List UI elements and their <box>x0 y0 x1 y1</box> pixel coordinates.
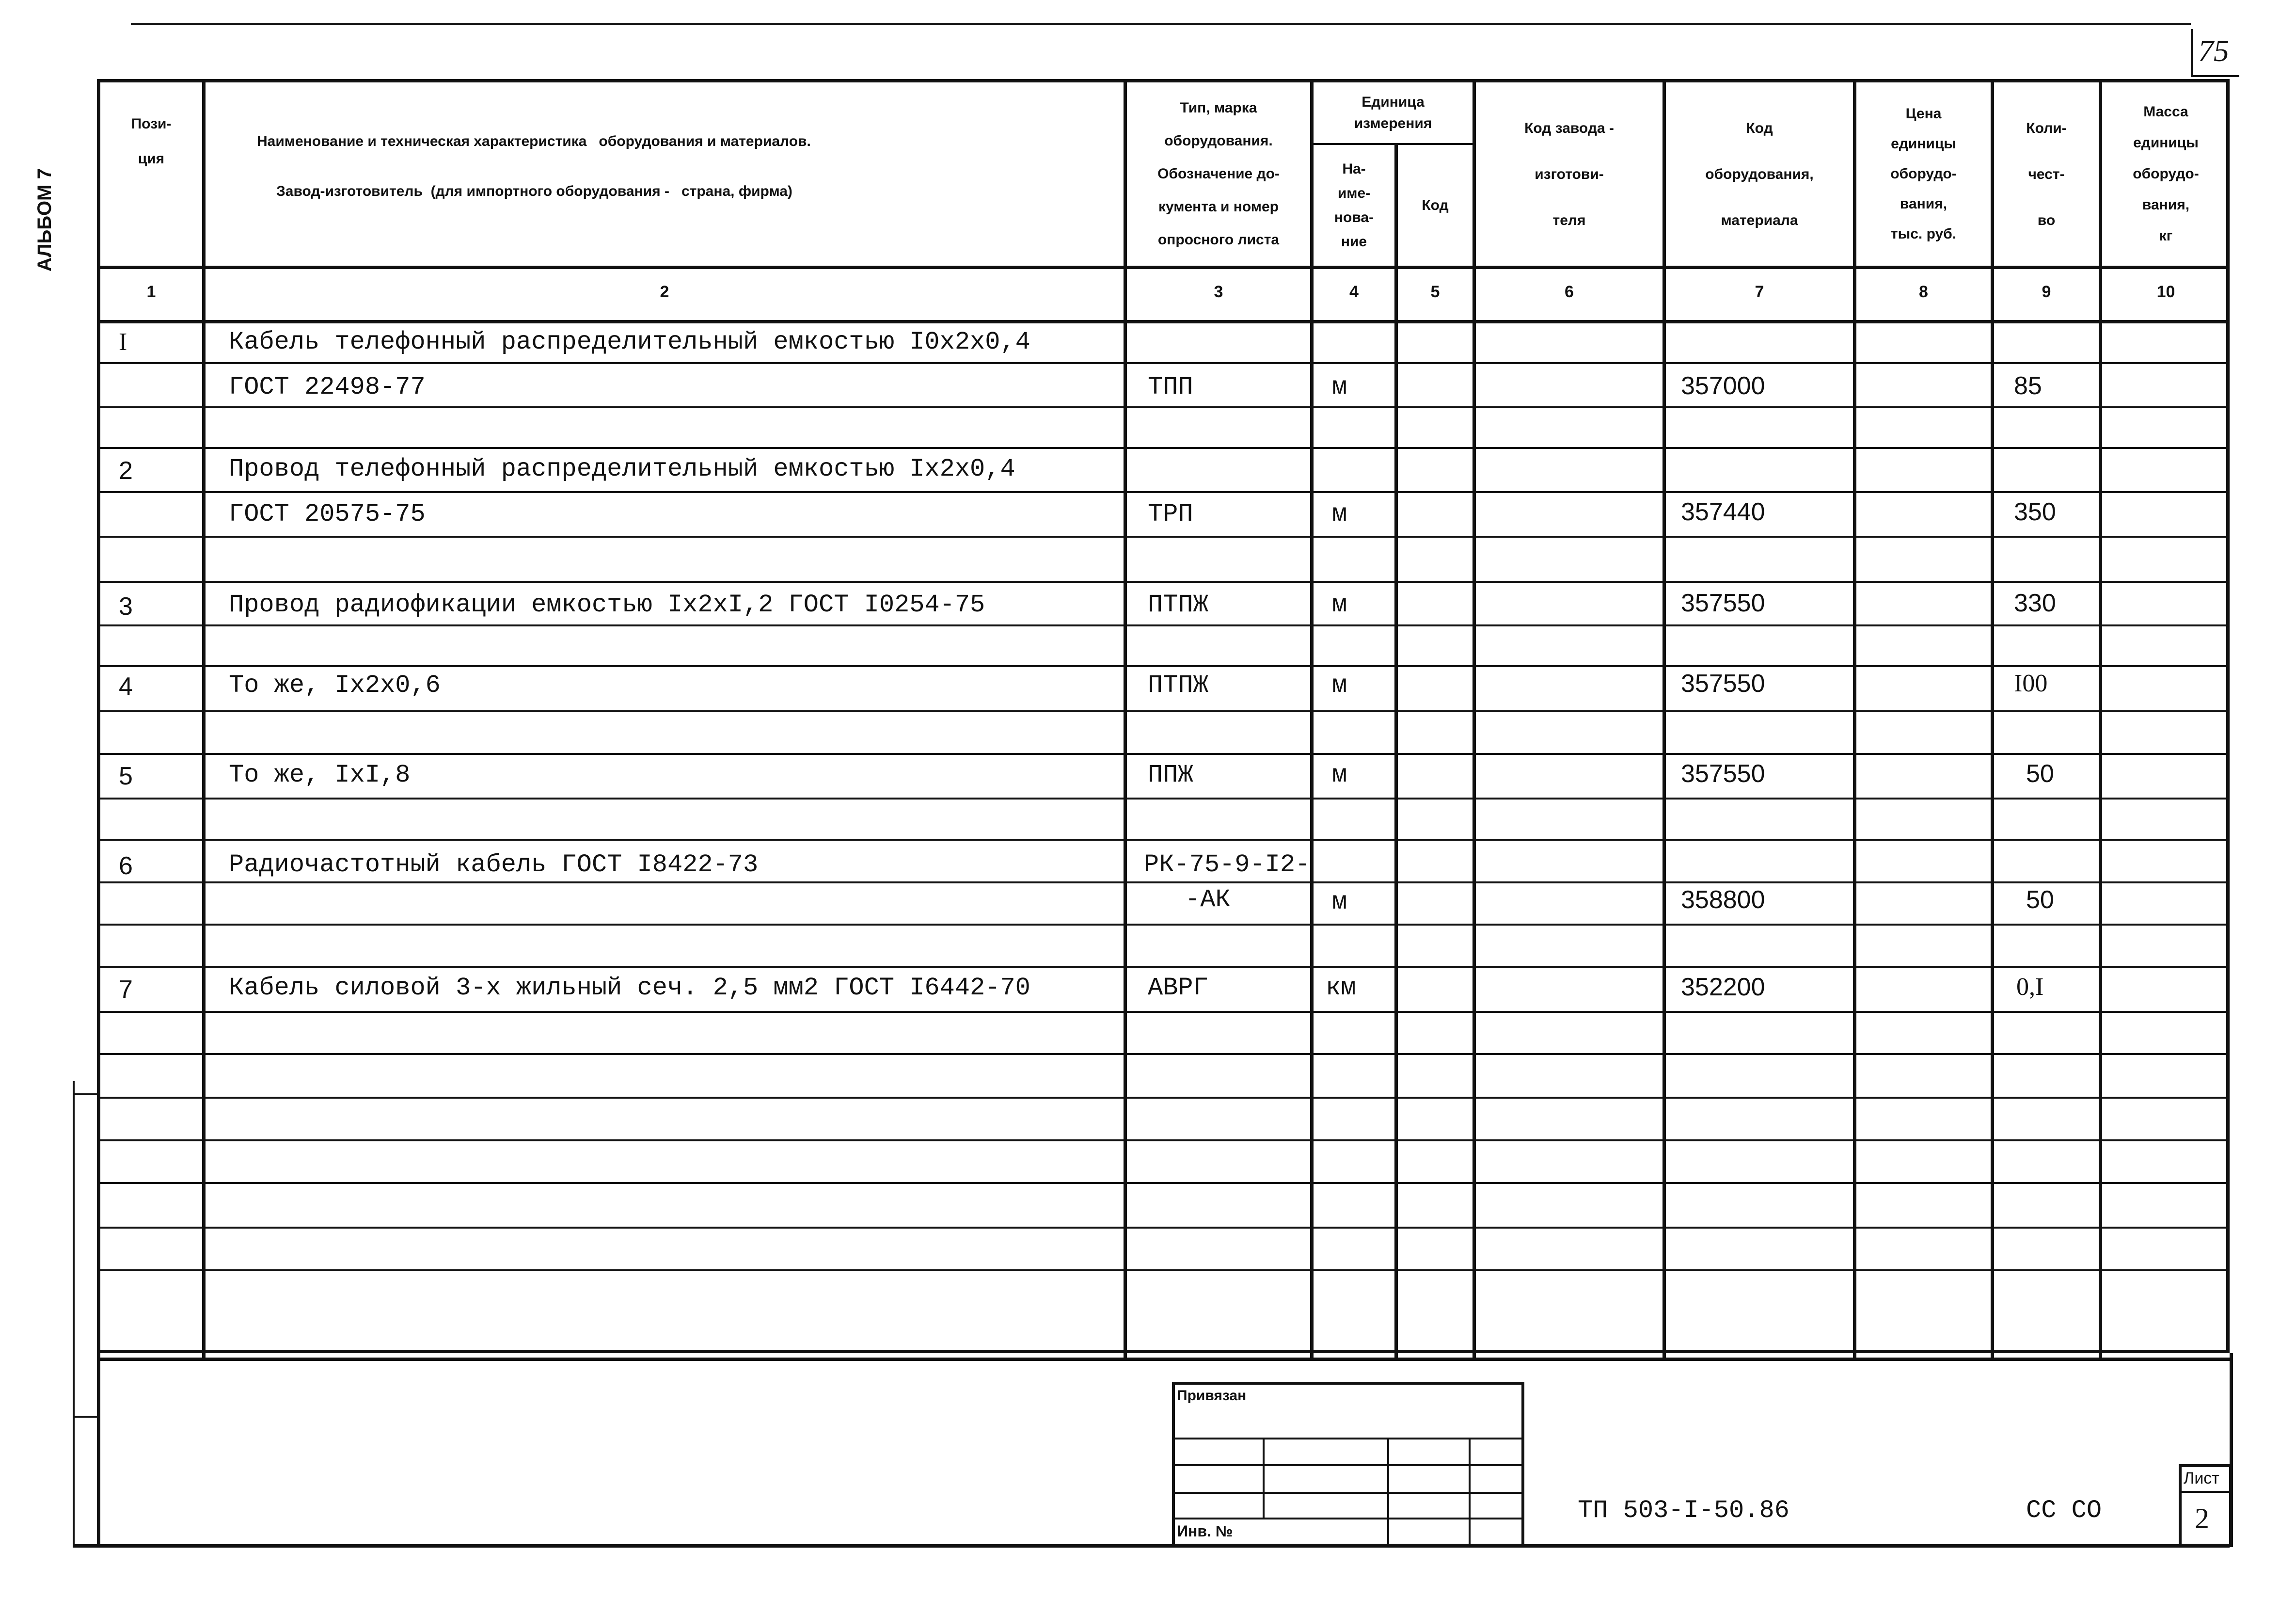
stamp-rule <box>1172 1518 1524 1519</box>
col-number-10: 10 <box>2156 283 2175 301</box>
header-unit-name: На- име- нова- ние <box>1334 161 1374 250</box>
item-6-quantity: 50 <box>2026 886 2054 914</box>
page-number-box-left <box>2191 29 2193 75</box>
frame-lower-left <box>97 1353 100 1547</box>
header-equipment-code: Код оборудования, материала <box>1705 120 1814 228</box>
item-2-position: 2 <box>119 457 133 485</box>
row-rule <box>97 1269 2230 1271</box>
item-3-unit: м <box>1332 591 1347 619</box>
item-6-position: 6 <box>119 852 133 880</box>
margin-tick <box>73 1093 97 1095</box>
item-5-unit: м <box>1332 761 1347 789</box>
page-number: 75 <box>2198 33 2229 68</box>
item-2-code: 357440 <box>1681 498 1765 526</box>
row-rule <box>97 581 2230 583</box>
header-mass: Масса единицы оборудо- вания, кг <box>2133 104 2199 244</box>
col-line-1 <box>202 79 206 1358</box>
item-1-type: ТПП <box>1148 373 1193 401</box>
col-number-4: 4 <box>1349 283 1359 301</box>
row-rule <box>97 1227 2230 1229</box>
col-line-4 <box>1394 143 1398 1358</box>
col-line-8 <box>1991 79 1994 1358</box>
item-1-position: I <box>119 328 127 356</box>
row-rule <box>97 839 2230 841</box>
item-4-type: ПТПЖ <box>1148 671 1208 700</box>
row-rule <box>97 1097 2230 1099</box>
top-border <box>131 23 2191 25</box>
item-5-quantity: 50 <box>2026 760 2054 788</box>
col-number-3: 3 <box>1214 283 1223 301</box>
col-line-6 <box>1663 79 1666 1358</box>
col-number-9: 9 <box>2042 283 2051 301</box>
sheet-box-rule <box>2179 1491 2232 1493</box>
table-bottom-rule <box>97 1358 2230 1361</box>
item-1-unit: м <box>1332 373 1347 401</box>
row-rule <box>97 536 2230 538</box>
col-number-5: 5 <box>1430 283 1440 301</box>
col-number-6: 6 <box>1565 283 1574 301</box>
sheet-number: 2 <box>2195 1503 2209 1535</box>
item-5-position: 5 <box>119 762 133 790</box>
item-5-code: 357550 <box>1681 760 1765 788</box>
doc-section: СС СО <box>2026 1496 2102 1525</box>
item-2-quantity: 350 <box>2014 498 2056 526</box>
header-price: Цена единицы оборудо- вания, тыс. руб. <box>1890 106 1957 242</box>
item-6-type-line2: -АК <box>1185 885 1231 914</box>
item-3-code: 357550 <box>1681 589 1765 617</box>
header-position: Пози- ция <box>131 116 172 167</box>
col-number-1: 1 <box>146 283 156 301</box>
header-name-line1: Наименование и техническая характеристика оборудования и материалов. <box>257 133 811 149</box>
side-label: АЛЬБОМ 7 <box>34 168 55 272</box>
row-rule <box>97 710 2230 712</box>
column-number-rule <box>97 320 2230 323</box>
row-rule <box>97 624 2230 626</box>
table-frame <box>97 79 2230 1353</box>
col-line-2 <box>1124 79 1127 1358</box>
item-7-code: 352200 <box>1681 973 1765 1001</box>
item-2-unit: м <box>1332 500 1347 528</box>
item-4-code: 357550 <box>1681 670 1765 698</box>
item-7-position: 7 <box>119 975 133 1004</box>
stamp-inventory-no: Инв. № <box>1177 1522 1233 1540</box>
item-2-name: Провод телефонный распределительный емкостью Ix2x0,4 <box>229 455 1015 483</box>
item-7-unit: км <box>1326 974 1356 1002</box>
item-5-name: То же, IxI,8 <box>229 761 411 789</box>
col-number-2: 2 <box>660 283 669 301</box>
item-2-type: ТРП <box>1148 500 1193 528</box>
col-line-3 <box>1310 79 1314 1358</box>
stamp-divider <box>1387 1438 1389 1547</box>
row-rule <box>97 881 2230 883</box>
row-rule <box>97 753 2230 755</box>
header-type: Тип, марка оборудования. Обозначение до- кумента и номер опросного листа <box>1157 100 1280 248</box>
item-3-name: Провод радиофикации емкостью Ix2xI,2 ГОСТ I0254-75 <box>229 591 985 619</box>
item-3-type: ПТПЖ <box>1148 591 1208 619</box>
row-rule <box>97 447 2230 449</box>
item-7-type: АВРГ <box>1148 974 1208 1002</box>
unit-group-rule <box>1310 143 1473 145</box>
sheet-label: Лист <box>2184 1469 2219 1487</box>
item-6-unit: м <box>1332 888 1347 916</box>
item-4-name: То же, Ix2x0,6 <box>229 671 441 700</box>
row-rule <box>97 1182 2230 1184</box>
row-rule <box>97 406 2230 408</box>
row-rule <box>97 1139 2230 1141</box>
row-rule <box>97 362 2230 364</box>
stamp-rule <box>1172 1438 1524 1439</box>
stamp-privyazan: Привязан <box>1177 1388 1247 1404</box>
col-line-5 <box>1473 79 1476 1358</box>
header-maker-code: Код завода - изготови- теля <box>1524 120 1614 228</box>
col-number-7: 7 <box>1755 283 1764 301</box>
item-1-name-line2: ГОСТ 22498-77 <box>229 373 426 401</box>
stamp-divider <box>1469 1438 1471 1547</box>
item-6-name: Радиочастотный кабель ГОСТ I8422-73 <box>229 850 759 879</box>
row-rule <box>97 665 2230 667</box>
header-unit-code: Код <box>1422 197 1449 213</box>
item-5-type: ППЖ <box>1148 761 1193 789</box>
stamp-rule <box>1172 1464 1524 1466</box>
header-quantity: Коли- чест- во <box>2026 120 2067 228</box>
item-3-quantity: 330 <box>2014 589 2056 617</box>
row-rule <box>97 1011 2230 1013</box>
item-1-code: 357000 <box>1681 372 1765 400</box>
header-name-line2: Завод-изготовитель (для импортного оборудования - страна, фирма) <box>276 183 792 199</box>
row-rule <box>97 798 2230 800</box>
col-line-7 <box>1853 79 1856 1358</box>
header-unit-group: Единица измерения <box>1354 94 1432 131</box>
row-rule <box>97 1053 2230 1055</box>
stamp-rule <box>1172 1492 1524 1494</box>
item-3-position: 3 <box>119 592 133 621</box>
margin-tick <box>73 1416 97 1418</box>
item-4-position: 4 <box>119 672 133 701</box>
item-4-unit: м <box>1332 671 1347 700</box>
item-2-name-line2: ГОСТ 20575-75 <box>229 500 426 528</box>
item-1-quantity: 85 <box>2014 372 2042 400</box>
item-7-quantity: 0,I <box>2016 973 2044 1001</box>
item-6-code: 358800 <box>1681 886 1765 914</box>
frame-bottom <box>73 1544 2230 1548</box>
page-number-box-bottom <box>2191 75 2239 77</box>
doc-code: ТП 503-I-50.86 <box>1578 1496 1789 1525</box>
margin-bracket <box>73 1081 75 1547</box>
item-4-quantity: I00 <box>2014 670 2048 697</box>
col-number-8: 8 <box>1919 283 1928 301</box>
item-7-name: Кабель силовой 3-х жильный сеч. 2,5 мм2 ГОСТ I6442-70 <box>229 974 1030 1002</box>
row-rule <box>97 966 2230 968</box>
header-rule <box>97 266 2230 269</box>
col-line-9 <box>2099 79 2102 1358</box>
row-rule <box>97 491 2230 493</box>
item-1-name: Кабель телефонный распределительный емкостью I0x2x0,4 <box>229 328 1030 356</box>
row-rule <box>97 924 2230 926</box>
item-6-type: РК-75-9-I2- <box>1144 850 1311 879</box>
stamp-divider <box>1263 1438 1265 1518</box>
